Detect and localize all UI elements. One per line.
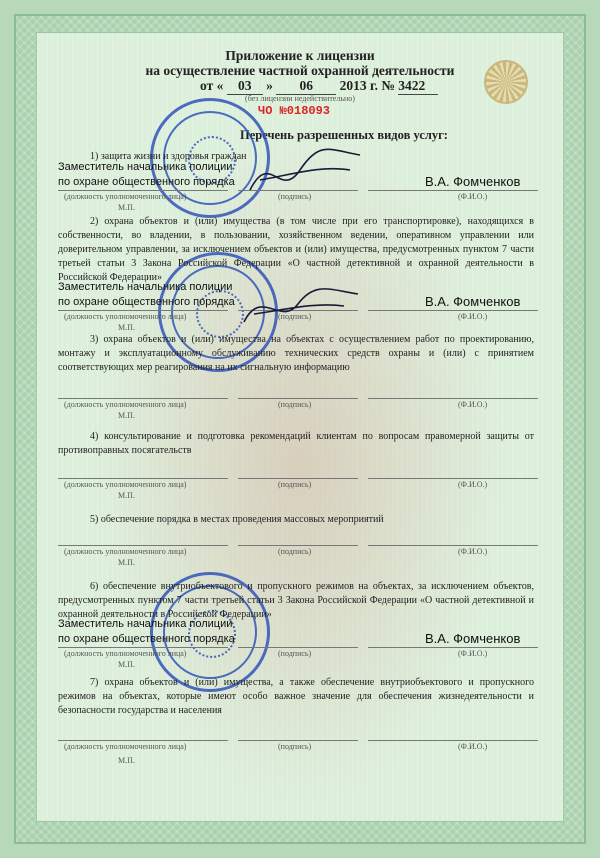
service-1: 1) защита жизни и здоровья граждан [90, 151, 247, 162]
signer-title-1b: по охране общественного порядка [58, 176, 235, 188]
date-prefix: от « [200, 78, 224, 93]
signer-name-6: В.А. Фомченков [425, 631, 521, 646]
signer-title-2a: Заместитель начальника полиции [58, 281, 233, 293]
number-label: № [381, 78, 395, 93]
service-6: 6) обеспечение внутриобъектового и пропускного режимов на объектах, за исключением объектов, предусмотренных пунктом 7 части третьей статьи 3 Закона Российской Федерации «О частной детективной и охранной деятельности в Российской Федерации» [58, 581, 534, 620]
signature-caption-7: (подпись) [278, 742, 312, 751]
position-caption-7: (должность уполномоченного лица) [64, 742, 187, 751]
signature-caption-4: (подпись) [278, 480, 312, 489]
handwritten-signature-2 [236, 282, 366, 332]
validity-note: (без лицензии недействительно) [245, 94, 355, 103]
mp-caption-3: М.П. [118, 411, 135, 420]
license-number: 3422 [398, 78, 438, 95]
signature-caption-5: (подпись) [278, 547, 312, 556]
position-caption-1: (должность уполномоченного лица) [64, 192, 187, 201]
date-mid: » [266, 78, 273, 93]
service-3: 3) охрана объектов и (или) имущества на объектах с осуществлением работ по проектированию, монтажу и эксплуатационному обслуживанию технических средств охраны и (или) с принятием соответствующих мер реагирования на их сигнальную информацию [58, 334, 534, 373]
signature-caption-3: (подпись) [278, 400, 312, 409]
fio-caption-2: (Ф.И.О.) [458, 312, 488, 321]
signer-title-6a: Заместитель начальника полиции [58, 618, 233, 630]
signature-caption-6: (подпись) [278, 649, 312, 658]
mp-caption-2: М.П. [118, 323, 135, 332]
service-2: 2) охрана объектов и (или) имущества (в том числе при его транспортировке), находящихся в собственности, во владении, в пользовании, хозяйственном ведении, оперативном управлении или доверительном управлении, за исключением объектов и (или) имущества, предусмотренных пунктом 7 части третьей статьи 3 Закона Российской Федерации «О частной детективной и охранной деятельности в Российской Федерации» [58, 216, 534, 283]
date-year: 2013 г. [339, 78, 378, 93]
signature-caption-1: (подпись) [278, 192, 312, 201]
service-7: 7) охрана объектов и (или) имущества, а также обеспечение внутриобъектового и пропускного режимов на объектах, которые имеют особо важное значение для обеспечения жизнедеятельности и безопасности государства и населения [58, 677, 534, 716]
mp-caption-1: М.П. [118, 203, 135, 212]
signature-caption-2: (подпись) [278, 312, 312, 321]
date-day: 03 [227, 78, 263, 95]
handwritten-signature-1 [240, 140, 370, 200]
mp-caption-5: М.П. [118, 558, 135, 567]
fio-caption-3: (Ф.И.О.) [458, 400, 488, 409]
issue-date-row [200, 78, 438, 95]
fio-caption-1: (Ф.И.О.) [458, 192, 488, 201]
service-5: 5) обеспечение порядка в местах проведения массовых мероприятий [90, 514, 384, 525]
signer-name-2: В.А. Фомченков [425, 294, 521, 309]
position-caption-3: (должность уполномоченного лица) [64, 400, 187, 409]
position-caption-5: (должность уполномоченного лица) [64, 547, 187, 556]
position-caption-4: (должность уполномоченного лица) [64, 480, 187, 489]
fio-caption-5: (Ф.И.О.) [458, 547, 488, 556]
serial-number: ЧО №018093 [258, 104, 331, 118]
mp-caption-4: М.П. [118, 491, 135, 500]
mp-caption-7: М.П. [118, 756, 135, 765]
fio-caption-4: (Ф.И.О.) [458, 480, 488, 489]
title-line-2: на осуществление частной охранной деятельности [145, 63, 455, 78]
list-heading: Перечень разрешенных видов услуг: [240, 128, 448, 142]
signer-title-6b: по охране общественного порядка [58, 633, 235, 645]
signer-title-2b: по охране общественного порядка [58, 296, 235, 308]
signer-name-1: В.А. Фомченков [425, 174, 521, 189]
fio-caption-7: (Ф.И.О.) [458, 742, 488, 751]
position-caption-2: (должность уполномоченного лица) [64, 312, 187, 321]
title-line-1: Приложение к лицензии [225, 48, 375, 63]
signer-title-1a: Заместитель начальника полиции [58, 161, 233, 173]
date-month: 06 [276, 78, 336, 95]
position-caption-6: (должность уполномоченного лица) [64, 649, 187, 658]
mp-caption-6: М.П. [118, 660, 135, 669]
fio-caption-6: (Ф.И.О.) [458, 649, 488, 658]
service-4: 4) консультирование и подготовка рекомендаций клиентам по вопросам правомерной защиты от противоправных посягательств [58, 431, 534, 456]
